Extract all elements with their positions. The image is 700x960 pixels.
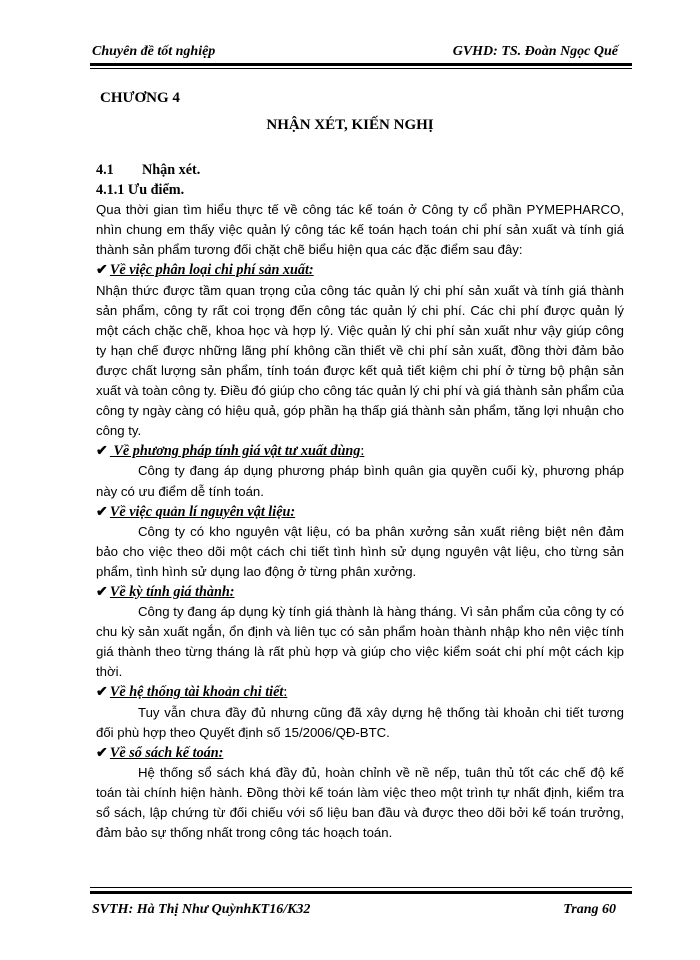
item-text: Tuy vẫn chưa đầy đủ nhưng cũng đã xây dựng hệ thống tài khoản chi tiết tương đối phù hợp theo Quyết định số 15/2006/QĐ-BTC. xyxy=(96,704,624,740)
check-icon: ✔ xyxy=(96,744,108,761)
check-icon: ✔ xyxy=(96,443,108,460)
check-icon: ✔ xyxy=(96,684,108,701)
section-title: Nhận xét. xyxy=(142,162,201,178)
item-heading: ✔ Về kỳ tính giá thành: xyxy=(96,582,624,602)
chapter-title: NHẬN XÉT, KIẾN NGHỊ xyxy=(266,117,434,133)
header-rule-thick xyxy=(90,63,632,66)
intro-paragraph: Qua thời gian tìm hiểu thực tế về công tác kế toán ở Công ty cổ phần PYMEPHARCO, nhìn chung em thấy việc quản lý công tác kế toán hạch toán chi phí sản xuất và tính giá thành sản phẩm tương đối chặt chẽ biểu hiện qua các đặc điểm sau đây: xyxy=(96,202,624,258)
item-heading: ✔ Về phương pháp tính giá vật tư xuất dùng: xyxy=(96,441,624,461)
section-heading xyxy=(96,160,624,180)
item-text: Công ty đang áp dụng kỳ tính giá thành là hàng tháng. Vì sản phẩm của công ty có chu kỳ sản xuất ngắn, ổn định và liên tục có sản phẩm hoàn thành nhập kho nên việc tính giá thành theo từng tháng là rất phù hợp và giúp cho việc kiểm soát chi phí một cách kịp thời. xyxy=(96,604,624,680)
subsection-heading: 4.1.1 Ưu điểm. xyxy=(96,182,185,199)
footer-rule-thick xyxy=(90,891,632,894)
header-left-text: Chuyên đề tốt nghiệp xyxy=(92,44,216,59)
footer-left-text: SVTH: Hà Thị Như QuỳnhKT16/K32 xyxy=(92,902,311,917)
header-right-text: GVHD: TS. Đoàn Ngọc Quế xyxy=(452,44,618,59)
section-number: 4.1 xyxy=(96,162,114,178)
item-text: Nhận thức được tầm quan trọng của công tác quản lý chi phí sản xuất và tính giá thành sản phẩm, công ty rất coi trọng đến công tác quản lý chi phí. Các chi phí được quản lý một cách chặc chẽ, khoa học và hợp lý. Việc quản lý chi phí sản xuất như vậy giúp công ty hạn chế được những lãng phí không cần thiết về chi phí sản xuất, đồng thời đảm bảo được chất lượng sản phẩm, tính toán được kết quả tiết kiệm chi phí ở từng bộ phận sản xuất và toàn công ty. Điều đó giúp cho công tác quản lý chi phí và giá thành sản phẩm của công ty ngày càng có hiệu quả, góp phần hạ thấp giá thành sản phẩm, tăng lợi nhuận cho công ty. xyxy=(96,282,624,439)
item-heading: ✔ Về việc quản lí nguyên vật liệu: xyxy=(96,502,624,522)
header-rule-thin xyxy=(90,68,632,69)
item-text: Hệ thống sổ sách khá đầy đủ, hoàn chỉnh về nề nếp, tuân thủ tốt các chế độ kế toán tài chính hiện hành. Đồng thời kế toán làm việc theo một trình tự nhất định, kiểm tra sổ sách, lập chứng từ đối chiếu với số liệu ban đầu và được theo dõi bởi kế toán trưởng, đảm bảo sự thống nhất trong công tác hoạch toán. xyxy=(96,764,624,841)
item-heading: ✔ Về sổ sách kế toán: xyxy=(96,743,624,763)
check-icon: ✔ xyxy=(96,262,108,279)
item-text: Công ty có kho nguyên vật liệu, có ba phân xưởng sản xuất riêng biệt nên đảm bảo cho việc theo dõi một cách chi tiết tình hình sử dụng nguyên vật liệu, cho từng sản phẩm, tình hình sử dụng lao động ở từng phân xưởng. xyxy=(96,523,624,579)
item-text: Công ty đang áp dụng phương pháp bình quân gia quyền cuối kỳ, phương pháp này có ưu điểm dễ tính toán. xyxy=(96,463,624,499)
page-body xyxy=(96,160,624,843)
page-number: Trang 60 xyxy=(563,902,616,917)
footer-rule-thin xyxy=(90,887,632,888)
check-icon: ✔ xyxy=(96,503,108,520)
item-heading: ✔ Về việc phân loại chi phí sản xuất: xyxy=(96,260,624,280)
check-icon: ✔ xyxy=(96,583,108,600)
item-heading: ✔ Về hệ thống tài khoản chi tiết: xyxy=(96,682,624,702)
chapter-label: CHƯƠNG 4 xyxy=(100,90,180,106)
